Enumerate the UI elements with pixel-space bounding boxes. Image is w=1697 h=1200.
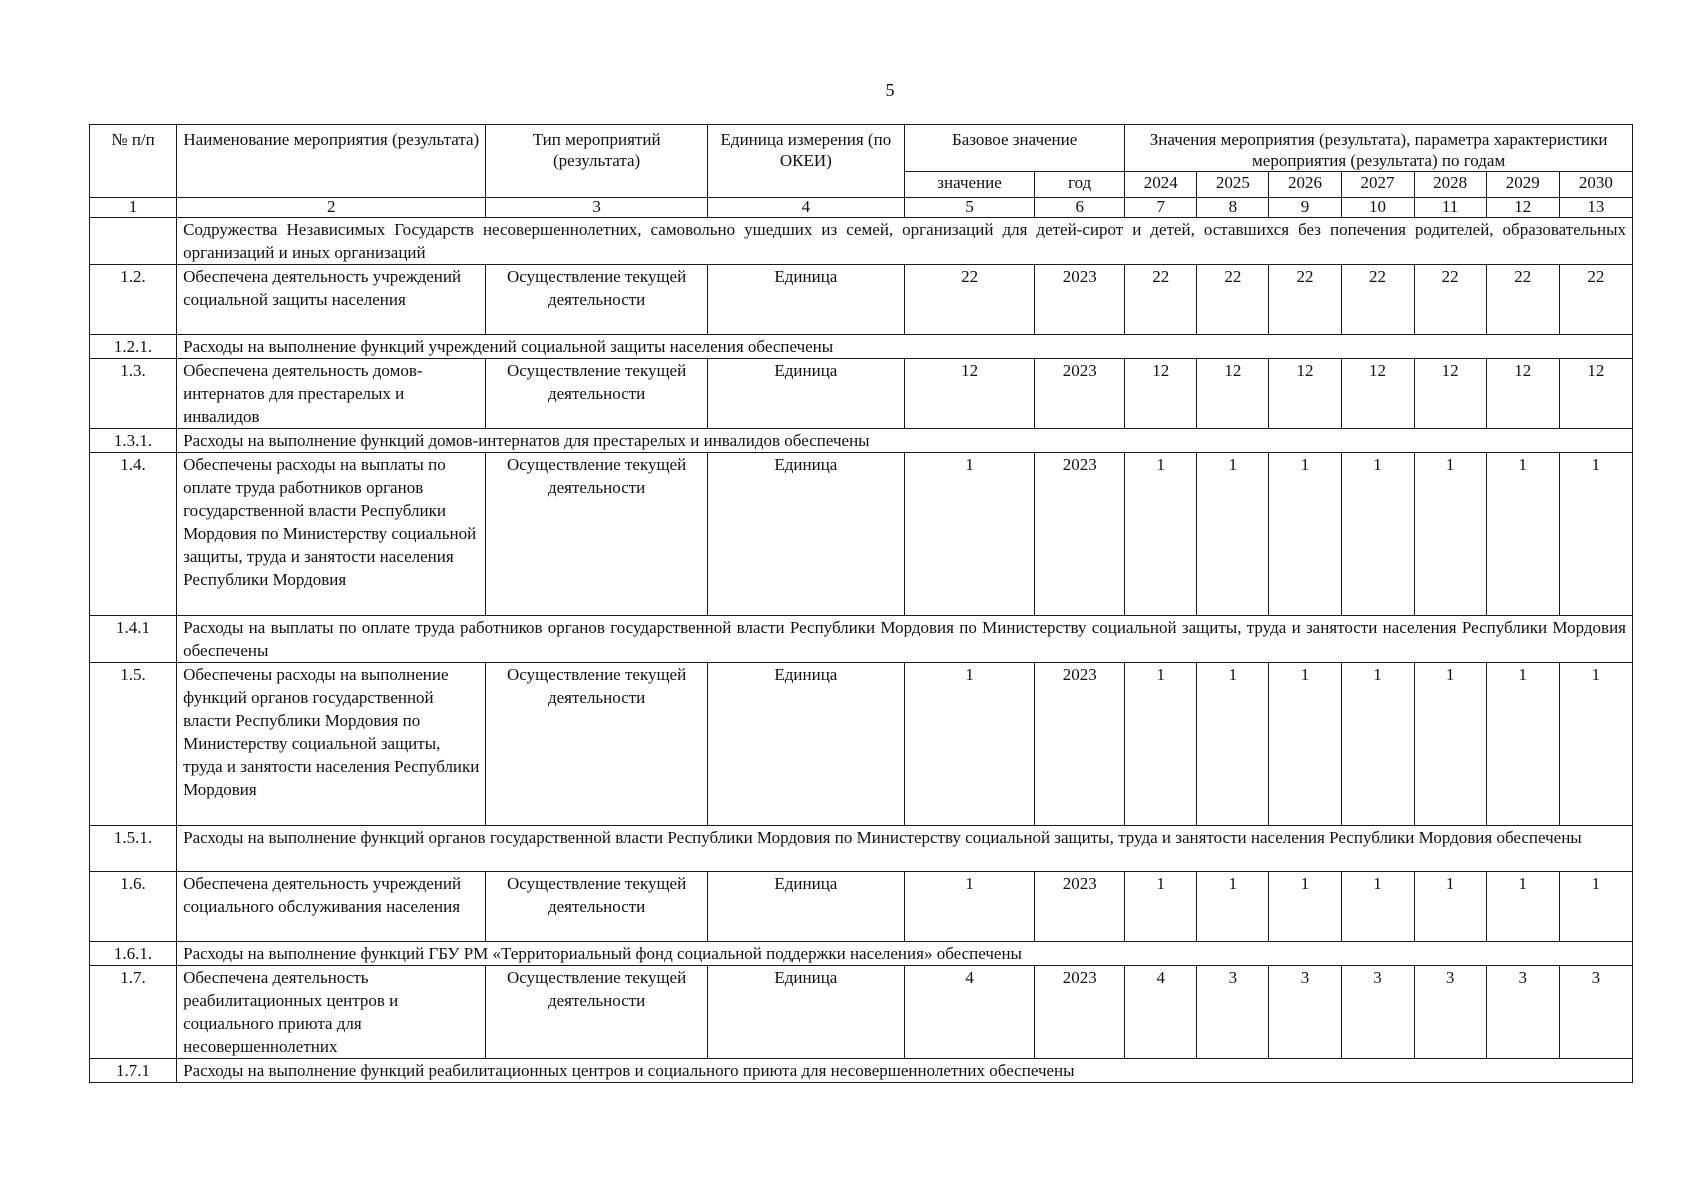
column-number: 6 <box>1035 198 1125 218</box>
sub-row-number: 1.6.1. <box>90 942 177 966</box>
sub-row <box>90 826 1633 872</box>
sub-row-text: Расходы на выполнение функций учреждений социальной защиты населения обеспечены <box>177 335 1633 359</box>
year-value: 12 <box>1341 359 1414 429</box>
activity-type: Осуществление текущей деятельности <box>486 359 707 429</box>
sub-row-text: Расходы на выполнение функций домов-интернатов для престарелых и инвалидов обеспечены <box>177 429 1633 453</box>
sub-row-number: 1.3.1. <box>90 429 177 453</box>
header-year: 2027 <box>1341 172 1414 198</box>
table-row <box>90 359 1633 429</box>
header-values: Значения мероприятия (результата), параметра характеристики мероприятия (результата) по годам <box>1125 125 1633 172</box>
column-number: 7 <box>1125 198 1197 218</box>
year-value: 1 <box>1486 872 1559 942</box>
year-value: 1 <box>1559 663 1632 826</box>
column-number: 5 <box>904 198 1034 218</box>
sub-row-text: Расходы на выполнение функций органов государственной власти Республики Мордовия по Министерству социальной защиты, труда и занятости населения Республики Мордовия обеспечены <box>177 826 1633 872</box>
table-row <box>90 453 1633 616</box>
column-number: 13 <box>1559 198 1632 218</box>
year-value: 12 <box>1197 359 1269 429</box>
year-value: 12 <box>1414 359 1486 429</box>
unit-of-measure: Единица <box>707 453 904 616</box>
year-value: 12 <box>1559 359 1632 429</box>
column-number: 2 <box>177 198 486 218</box>
year-value: 1 <box>1341 453 1414 616</box>
header-base-year: год <box>1035 172 1125 198</box>
base-value: 1 <box>904 872 1034 942</box>
activity-type: Осуществление текущей деятельности <box>486 966 707 1059</box>
column-number: 12 <box>1486 198 1559 218</box>
year-value: 3 <box>1269 966 1341 1059</box>
year-value: 1 <box>1125 663 1197 826</box>
year-value: 22 <box>1197 265 1269 335</box>
year-value: 1 <box>1125 872 1197 942</box>
year-value: 12 <box>1486 359 1559 429</box>
year-value: 3 <box>1486 966 1559 1059</box>
base-year: 2023 <box>1035 265 1125 335</box>
activity-name: Обеспечена деятельность учреждений социального обслуживания населения <box>177 872 486 942</box>
year-value: 1 <box>1197 663 1269 826</box>
header-base: Базовое значение <box>904 125 1124 172</box>
year-value: 1 <box>1486 453 1559 616</box>
year-value: 1 <box>1559 872 1632 942</box>
continuation-num-cell <box>90 218 177 265</box>
sub-row-number: 1.4.1 <box>90 616 177 663</box>
year-value: 1 <box>1414 453 1486 616</box>
year-value: 22 <box>1125 265 1197 335</box>
row-number: 1.7. <box>90 966 177 1059</box>
base-value: 4 <box>904 966 1034 1059</box>
base-value: 22 <box>904 265 1034 335</box>
header-year: 2030 <box>1559 172 1632 198</box>
activities-table <box>89 124 1633 1083</box>
header-base-value: значение <box>904 172 1034 198</box>
header-name: Наименование мероприятия (результата) <box>177 125 486 198</box>
year-value: 1 <box>1269 453 1341 616</box>
activity-name: Обеспечены расходы на выплаты по оплате труда работников органов государственной власти Республики Мордовия по Министерству социальной защиты, труда и занятости населения Республики Мордовия <box>177 453 486 616</box>
activity-type: Осуществление текущей деятельности <box>486 872 707 942</box>
header-year: 2028 <box>1414 172 1486 198</box>
sub-row-number: 1.2.1. <box>90 335 177 359</box>
continuation-text: Содружества Независимых Государств несовершеннолетних, самовольно ушедших из семей, организаций для детей-сирот и детей, оставшихся без попечения родителей, образовательных организаций и иных организаций <box>177 218 1633 265</box>
sub-row <box>90 942 1633 966</box>
year-value: 1 <box>1559 453 1632 616</box>
base-year: 2023 <box>1035 872 1125 942</box>
sub-row-text: Расходы на выплаты по оплате труда работников органов государственной власти Республики Мордовия по Министерству социальной защиты, труда и занятости населения Республики Мордовия обеспечены <box>177 616 1633 663</box>
year-value: 1 <box>1269 663 1341 826</box>
table-row <box>90 966 1633 1059</box>
column-number: 3 <box>486 198 707 218</box>
year-value: 3 <box>1414 966 1486 1059</box>
year-value: 1 <box>1414 872 1486 942</box>
base-year: 2023 <box>1035 359 1125 429</box>
base-value: 1 <box>904 453 1034 616</box>
header-type: Тип мероприятий (результата) <box>486 125 707 198</box>
year-value: 1 <box>1341 663 1414 826</box>
header-year: 2025 <box>1197 172 1269 198</box>
activity-type: Осуществление текущей деятельности <box>486 453 707 616</box>
sub-row-number: 1.7.1 <box>90 1059 177 1083</box>
continuation-row <box>90 218 1633 265</box>
header-unit: Единица измерения (по ОКЕИ) <box>707 125 904 198</box>
table-row <box>90 265 1633 335</box>
year-value: 1 <box>1197 872 1269 942</box>
row-number: 1.4. <box>90 453 177 616</box>
year-value: 3 <box>1559 966 1632 1059</box>
activity-name: Обеспечена деятельность реабилитационных центров и социального приюта для несовершеннолетних <box>177 966 486 1059</box>
year-value: 1 <box>1341 872 1414 942</box>
base-year: 2023 <box>1035 663 1125 826</box>
column-number: 9 <box>1269 198 1341 218</box>
table-row <box>90 872 1633 942</box>
column-number: 4 <box>707 198 904 218</box>
sub-row-text: Расходы на выполнение функций реабилитационных центров и социального приюта для несовершеннолетних обеспечены <box>177 1059 1633 1083</box>
header-year: 2029 <box>1486 172 1559 198</box>
sub-row-text: Расходы на выполнение функций ГБУ РМ «Территориальный фонд социальной поддержки населения» обеспечены <box>177 942 1633 966</box>
sub-row <box>90 335 1633 359</box>
base-value: 12 <box>904 359 1034 429</box>
base-year: 2023 <box>1035 966 1125 1059</box>
row-number: 1.6. <box>90 872 177 942</box>
year-value: 22 <box>1341 265 1414 335</box>
year-value: 1 <box>1125 453 1197 616</box>
activity-name: Обеспечена деятельность домов-интернатов для престарелых и инвалидов <box>177 359 486 429</box>
activity-name: Обеспечена деятельность учреждений социальной защиты населения <box>177 265 486 335</box>
year-value: 22 <box>1414 265 1486 335</box>
column-number: 1 <box>90 198 177 218</box>
base-year: 2023 <box>1035 453 1125 616</box>
table-row <box>90 663 1633 826</box>
unit-of-measure: Единица <box>707 966 904 1059</box>
row-number: 1.2. <box>90 265 177 335</box>
column-number: 11 <box>1414 198 1486 218</box>
header-num: № п/п <box>90 125 177 198</box>
year-value: 22 <box>1269 265 1341 335</box>
activity-name: Обеспечены расходы на выполнение функций органов государственной власти Республики Мордовия по Министерству социальной защиты, труда и занятости населения Республики Мордовия <box>177 663 486 826</box>
unit-of-measure: Единица <box>707 872 904 942</box>
year-value: 12 <box>1269 359 1341 429</box>
unit-of-measure: Единица <box>707 663 904 826</box>
activity-type: Осуществление текущей деятельности <box>486 265 707 335</box>
column-number: 10 <box>1341 198 1414 218</box>
unit-of-measure: Единица <box>707 359 904 429</box>
column-number: 8 <box>1197 198 1269 218</box>
sub-row <box>90 616 1633 663</box>
year-value: 22 <box>1486 265 1559 335</box>
year-value: 1 <box>1486 663 1559 826</box>
sub-row <box>90 429 1633 453</box>
year-value: 12 <box>1125 359 1197 429</box>
column-numbers-row <box>90 198 1633 218</box>
year-value: 3 <box>1341 966 1414 1059</box>
row-number: 1.5. <box>90 663 177 826</box>
activity-type: Осуществление текущей деятельности <box>486 663 707 826</box>
sub-row <box>90 1059 1633 1083</box>
row-number: 1.3. <box>90 359 177 429</box>
year-value: 1 <box>1414 663 1486 826</box>
header-row <box>90 125 1633 172</box>
year-value: 4 <box>1125 966 1197 1059</box>
year-value: 22 <box>1559 265 1632 335</box>
base-value: 1 <box>904 663 1034 826</box>
year-value: 3 <box>1197 966 1269 1059</box>
year-value: 1 <box>1197 453 1269 616</box>
header-year: 2026 <box>1269 172 1341 198</box>
sub-row-number: 1.5.1. <box>90 826 177 872</box>
header-year: 2024 <box>1125 172 1197 198</box>
unit-of-measure: Единица <box>707 265 904 335</box>
year-value: 1 <box>1269 872 1341 942</box>
page-number: 5 <box>885 80 895 100</box>
